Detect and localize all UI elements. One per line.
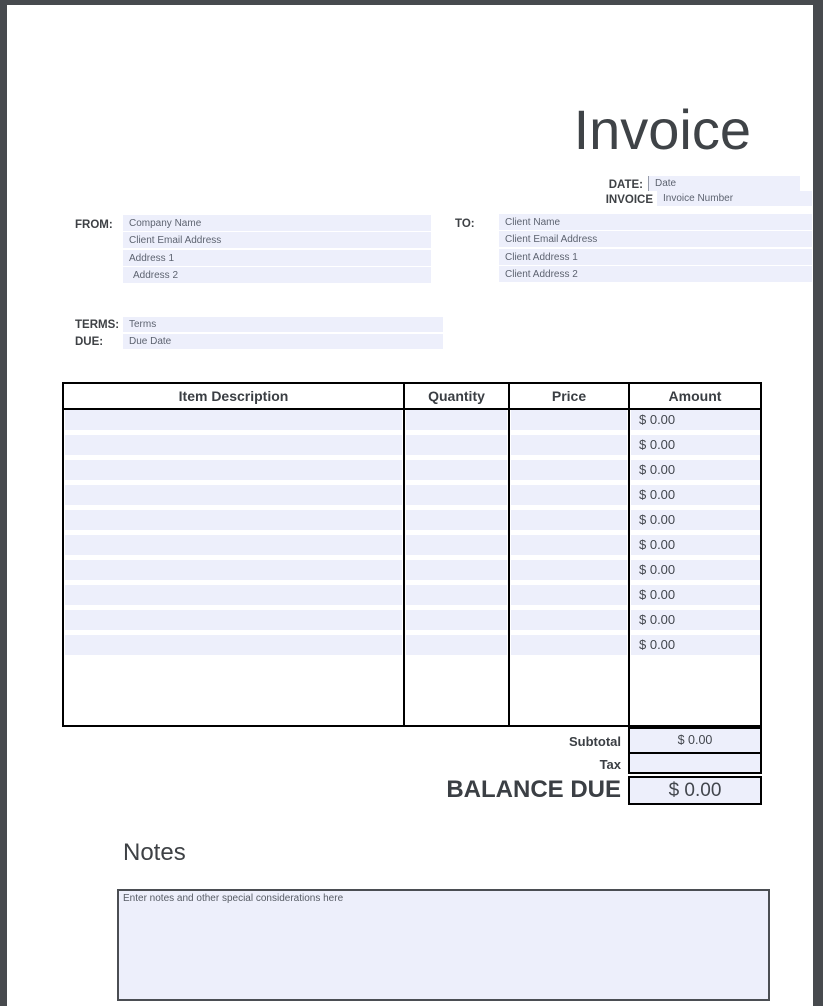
table-row	[64, 485, 760, 505]
price-input[interactable]	[511, 510, 627, 530]
item-description-input[interactable]	[65, 560, 402, 580]
item-description-input[interactable]	[65, 435, 402, 455]
price-input[interactable]	[511, 435, 627, 455]
amount-value: $ 0.00	[631, 510, 760, 530]
balance-due-value: $ 0.00	[628, 776, 762, 805]
subtotal-value: $ 0.00	[628, 727, 762, 754]
notes-textarea[interactable]	[117, 889, 770, 1001]
table-row	[64, 510, 760, 530]
quantity-input[interactable]	[406, 485, 507, 505]
table-row	[64, 560, 760, 580]
balance-due-label: BALANCE DUE	[446, 776, 621, 803]
price-input[interactable]	[511, 635, 627, 655]
amount-value: $ 0.00	[631, 610, 760, 630]
notes-heading: Notes	[123, 839, 186, 866]
column-header-quantity: Quantity	[428, 388, 485, 404]
quantity-input[interactable]	[406, 635, 507, 655]
item-description-input[interactable]	[65, 585, 402, 605]
invoice-number-input[interactable]	[657, 191, 812, 206]
table-row	[64, 410, 760, 430]
quantity-input[interactable]	[406, 510, 507, 530]
tax-input[interactable]	[628, 752, 762, 774]
quantity-input[interactable]	[406, 435, 507, 455]
date-label: DATE:	[608, 179, 643, 191]
amount-value: $ 0.00	[631, 635, 760, 655]
from-address1-input[interactable]	[123, 250, 431, 266]
item-description-input[interactable]	[65, 535, 402, 555]
table-row	[64, 460, 760, 480]
due-label: DUE:	[75, 336, 104, 348]
table-row	[64, 610, 760, 630]
price-input[interactable]	[511, 410, 627, 430]
item-description-input[interactable]	[65, 485, 402, 505]
amount-value: $ 0.00	[631, 435, 760, 455]
date-input[interactable]	[648, 176, 800, 191]
tax-label: Tax	[599, 757, 621, 772]
table-row	[64, 435, 760, 455]
terms-input[interactable]	[123, 317, 443, 332]
table-row	[64, 535, 760, 555]
column-header-price: Price	[551, 388, 587, 404]
amount-value: $ 0.00	[631, 535, 760, 555]
quantity-input[interactable]	[406, 610, 507, 630]
price-input[interactable]	[511, 585, 627, 605]
from-company-input[interactable]	[123, 215, 431, 231]
amount-value: $ 0.00	[631, 585, 760, 605]
amount-value: $ 0.00	[631, 560, 760, 580]
item-description-input[interactable]	[65, 510, 402, 530]
terms-label: TERMS:	[75, 319, 120, 331]
invoice-page	[7, 5, 813, 1006]
item-description-input[interactable]	[65, 460, 402, 480]
to-address1-input[interactable]	[499, 249, 812, 265]
price-input[interactable]	[511, 560, 627, 580]
invoice-number-label: INVOICE	[605, 194, 653, 206]
subtotal-label: Subtotal	[569, 734, 621, 749]
items-table	[62, 382, 762, 727]
page-title: Invoice	[573, 98, 751, 161]
to-address2-input[interactable]	[499, 266, 812, 282]
table-row	[64, 585, 760, 605]
due-date-input[interactable]	[123, 334, 443, 349]
table-row	[64, 635, 760, 655]
quantity-input[interactable]	[406, 460, 507, 480]
item-description-input[interactable]	[65, 610, 402, 630]
column-header-amount: Amount	[668, 388, 722, 404]
item-description-input[interactable]	[65, 410, 402, 430]
price-input[interactable]	[511, 485, 627, 505]
price-input[interactable]	[511, 610, 627, 630]
quantity-input[interactable]	[406, 585, 507, 605]
amount-value: $ 0.00	[631, 460, 760, 480]
from-email-input[interactable]	[123, 232, 431, 248]
from-label: FROM:	[75, 219, 113, 231]
price-input[interactable]	[511, 460, 627, 480]
quantity-input[interactable]	[406, 535, 507, 555]
amount-value: $ 0.00	[631, 410, 760, 430]
amount-value: $ 0.00	[631, 485, 760, 505]
quantity-input[interactable]	[406, 410, 507, 430]
to-label: TO:	[455, 218, 475, 230]
column-header-item-description: Item Description	[178, 388, 289, 404]
quantity-input[interactable]	[406, 560, 507, 580]
from-address2-input[interactable]	[123, 267, 431, 283]
to-name-input[interactable]	[499, 214, 812, 230]
price-input[interactable]	[511, 535, 627, 555]
item-description-input[interactable]	[65, 635, 402, 655]
to-email-input[interactable]	[499, 231, 812, 247]
